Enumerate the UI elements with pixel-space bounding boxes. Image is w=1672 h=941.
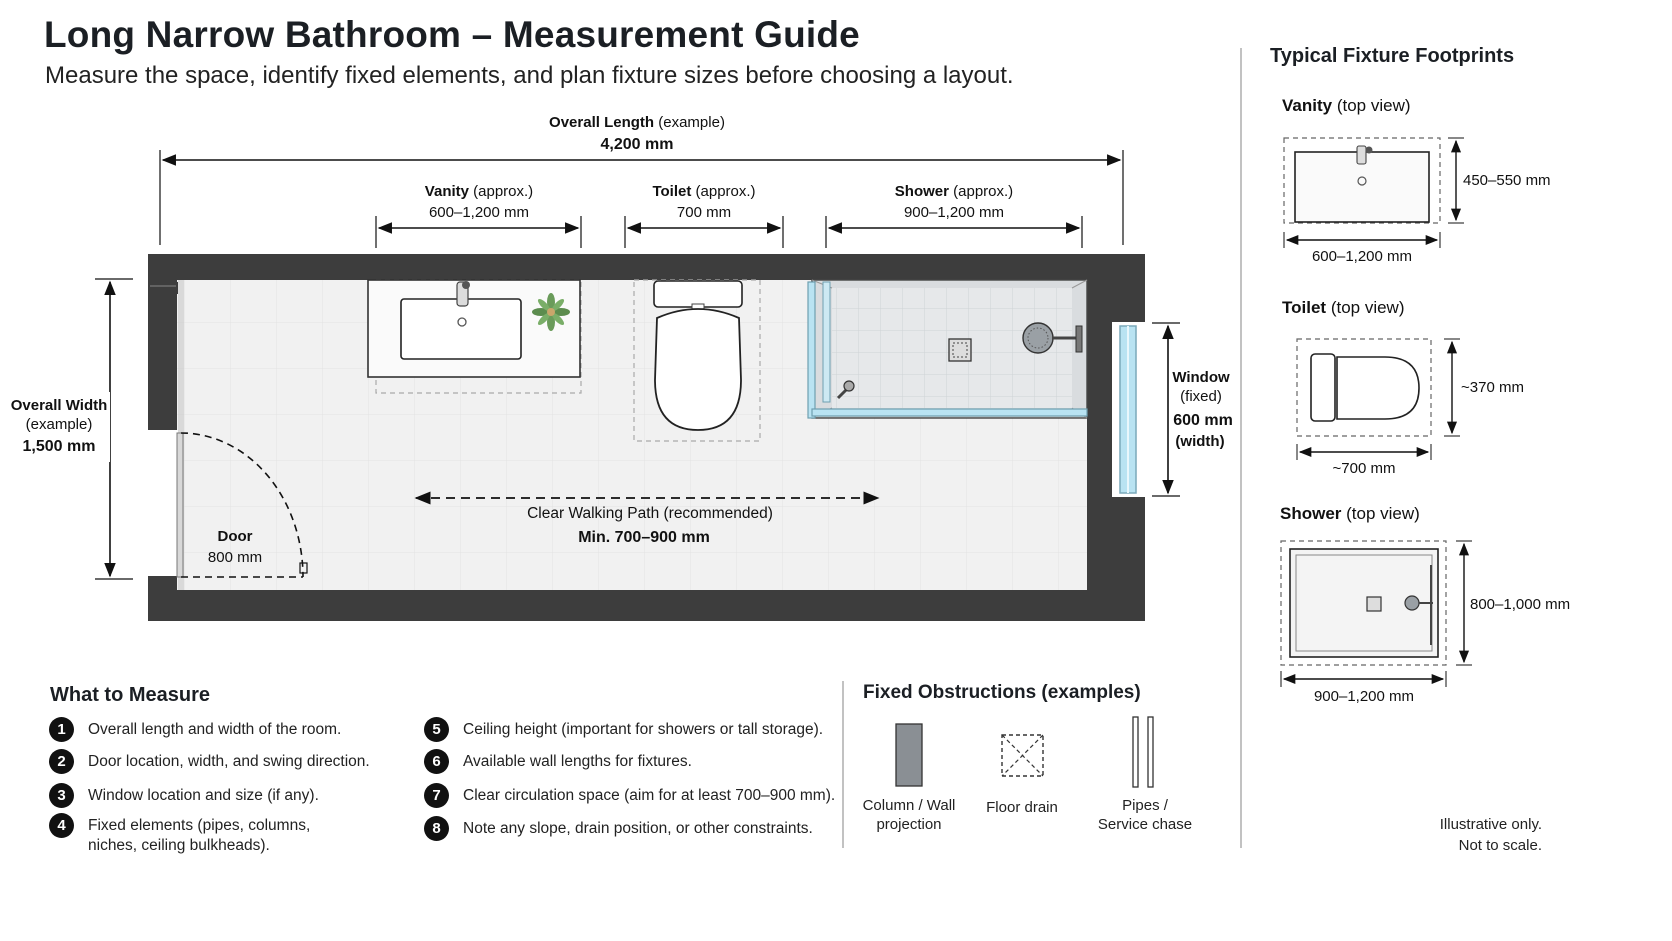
step-number: 5 (424, 717, 449, 742)
step-number: 4 (49, 813, 74, 838)
step-text: Overall length and width of the room. (88, 721, 342, 738)
step-text: Door location, width, and swing direction. (88, 753, 370, 770)
vanity-footprint-title: Vanity (top view) (1282, 96, 1411, 115)
pipes-icon (1133, 717, 1153, 787)
measure-heading: What to Measure (50, 684, 211, 706)
measure-step (49, 786, 379, 808)
step-number: 3 (49, 783, 74, 808)
svg-text:~370 mm: ~370 mm (1461, 379, 1524, 396)
svg-text:Window: Window (1172, 369, 1230, 386)
svg-text:450–550 mm: 450–550 mm (1463, 172, 1551, 189)
vanity-fixture (368, 280, 581, 393)
vanity-dimension (376, 183, 581, 248)
step-number: 2 (49, 749, 74, 774)
svg-text:Toilet (approx.): Toilet (approx.) (652, 183, 756, 200)
step-text: Fixed elements (pipes, columns, niches, ceiling bulkheads). (88, 817, 311, 854)
svg-text:(fixed): (fixed) (1180, 388, 1222, 405)
toilet-footprint-title: Toilet (top view) (1282, 298, 1405, 317)
page-subtitle: Measure the space, identify fixed elements, and plan fixture sizes before choosing a layout. (45, 62, 1014, 89)
measure-step (49, 752, 379, 774)
svg-text:1,500 mm: 1,500 mm (22, 438, 96, 455)
measure-step (424, 819, 834, 841)
step-text: Available wall lengths for fixtures. (463, 753, 692, 770)
disclaimer-line-2: Not to scale. (1458, 837, 1542, 854)
svg-text:4,200 mm: 4,200 mm (600, 136, 674, 153)
overall-width-dimension (10, 279, 133, 579)
measure-step (424, 786, 839, 808)
shower-dimension (826, 183, 1082, 248)
obstructions-heading: Fixed Obstructions (examples) (863, 682, 1141, 703)
shower-fixture (808, 280, 1087, 418)
step-number: 6 (424, 749, 449, 774)
measure-step (49, 816, 349, 856)
svg-text:(example): (example) (25, 416, 93, 433)
overall-length-dimension (160, 114, 1123, 245)
svg-text:Overall Length (example): Overall Length (example) (549, 114, 725, 131)
svg-text:Min. 700–900 mm: Min. 700–900 mm (578, 529, 710, 546)
step-text: Window location and size (if any). (88, 787, 319, 804)
svg-text:600 mm: 600 mm (1173, 412, 1233, 429)
svg-text:Vanity (approx.): Vanity (approx.) (424, 183, 534, 200)
step-text: Clear circulation space (aim for at least 700–900 mm). (463, 787, 836, 804)
svg-text:(width): (width) (1175, 433, 1225, 450)
shower-footprint-title: Shower (top view) (1280, 504, 1420, 523)
step-number: 8 (424, 816, 449, 841)
step-text: Note any slope, drain position, or other constraints. (463, 820, 813, 837)
footprints-heading: Typical Fixture Footprints (1270, 45, 1515, 67)
disclaimer-note (1440, 814, 1542, 856)
svg-text:900–1,200 mm: 900–1,200 mm (903, 204, 1005, 221)
step-text: Ceiling height (important for showers or tall storage). (463, 721, 824, 738)
svg-text:Clear Walking Path (recommende: Clear Walking Path (recommended) (527, 505, 773, 522)
svg-text:600–1,200 mm: 600–1,200 mm (428, 204, 530, 221)
svg-text:600–1,200 mm: 600–1,200 mm (1311, 248, 1413, 265)
step-number: 7 (424, 783, 449, 808)
vanity-footprint (1284, 138, 1551, 265)
column-icon (896, 724, 922, 786)
window-dimension (1152, 323, 1233, 496)
floor-drain-icon (1002, 735, 1043, 776)
svg-text:Overall Width: Overall Width (10, 397, 108, 414)
toilet-dimension (625, 183, 783, 248)
obstruction-label-drain: Floor drain (986, 799, 1058, 816)
svg-text:800 mm: 800 mm (207, 549, 263, 566)
obstruction-label-pipes: Pipes / Service chase (1097, 797, 1193, 833)
svg-text:Door: Door (217, 528, 253, 545)
disclaimer-line-1: Illustrative only. (1439, 816, 1542, 833)
page-title: Long Narrow Bathroom – Measurement Guide (44, 14, 860, 55)
svg-text:800–1,000 mm: 800–1,000 mm (1470, 596, 1571, 613)
svg-text:900–1,200 mm: 900–1,200 mm (1313, 688, 1415, 705)
step-number: 1 (49, 717, 74, 742)
svg-text:Shower (approx.): Shower (approx.) (894, 183, 1014, 200)
svg-text:~700 mm: ~700 mm (1332, 460, 1396, 477)
obstruction-label-column: Column / Wall projection (862, 797, 956, 833)
shower-footprint (1281, 541, 1570, 705)
measure-step (424, 752, 834, 774)
svg-text:700 mm: 700 mm (676, 204, 732, 221)
toilet-footprint (1297, 339, 1524, 477)
measure-step (49, 720, 379, 742)
measure-step (424, 720, 834, 742)
